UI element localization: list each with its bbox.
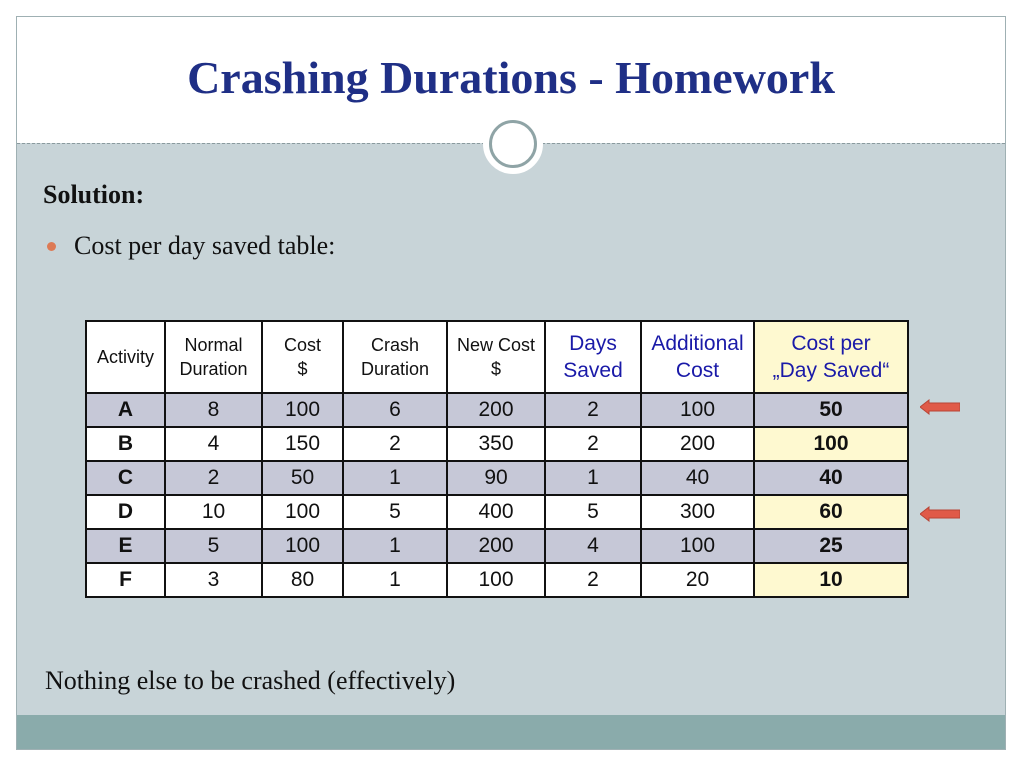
- cost-table: [85, 320, 909, 598]
- cell-activity: E: [86, 529, 165, 563]
- cell-normal-duration: 5: [165, 529, 262, 563]
- cell-crash-duration: 1: [343, 529, 447, 563]
- bullet-text: Cost per day saved table:: [74, 231, 336, 260]
- left-arrow-icon: [920, 506, 960, 522]
- cell-new-cost: 90: [447, 461, 545, 495]
- cell-activity: C: [86, 461, 165, 495]
- header-activity: Activity: [86, 321, 165, 393]
- header-additional-cost: Additional Cost: [641, 321, 754, 393]
- cell-new-cost: 200: [447, 393, 545, 427]
- cell-cost: 100: [262, 495, 343, 529]
- cell-cost-per-day-saved: 60: [754, 495, 908, 529]
- header-cost-per-day-saved: Cost per „Day Saved“: [754, 321, 908, 393]
- cell-activity: A: [86, 393, 165, 427]
- cell-additional-cost: 20: [641, 563, 754, 597]
- cell-normal-duration: 4: [165, 427, 262, 461]
- cell-cost: 50: [262, 461, 343, 495]
- table-row: [86, 495, 908, 529]
- cell-activity: D: [86, 495, 165, 529]
- table-row: [86, 563, 908, 597]
- cell-normal-duration: 8: [165, 393, 262, 427]
- header-crash-duration: Crash Duration: [343, 321, 447, 393]
- footer-note: Nothing else to be crashed (effectively): [45, 666, 456, 695]
- cell-new-cost: 400: [447, 495, 545, 529]
- cell-cost: 100: [262, 529, 343, 563]
- table-row: [86, 427, 908, 461]
- bullet-item: [47, 231, 335, 261]
- cell-new-cost: 350: [447, 427, 545, 461]
- left-arrow-icon: [920, 399, 960, 415]
- slide-title: Crashing Durations - Homework: [187, 52, 835, 103]
- ornament-ring: [489, 120, 537, 168]
- cell-cost-per-day-saved: 100: [754, 427, 908, 461]
- header-days-saved: Days Saved: [545, 321, 641, 393]
- cell-normal-duration: 3: [165, 563, 262, 597]
- cell-days-saved: 5: [545, 495, 641, 529]
- table-body: [86, 393, 908, 597]
- header-new-cost: New Cost $: [447, 321, 545, 393]
- header-cost: Cost $: [262, 321, 343, 393]
- title-ornament: [483, 114, 543, 174]
- cell-additional-cost: 100: [641, 529, 754, 563]
- cell-cost: 80: [262, 563, 343, 597]
- cell-activity: B: [86, 427, 165, 461]
- table-row: [86, 393, 908, 427]
- cell-days-saved: 1: [545, 461, 641, 495]
- cell-days-saved: 2: [545, 427, 641, 461]
- cell-cost: 100: [262, 393, 343, 427]
- cell-cost-per-day-saved: 50: [754, 393, 908, 427]
- slide: [16, 16, 1006, 750]
- table-header-row: [86, 321, 908, 393]
- cell-normal-duration: 10: [165, 495, 262, 529]
- cell-additional-cost: 200: [641, 427, 754, 461]
- cell-crash-duration: 6: [343, 393, 447, 427]
- bottom-bar: [17, 715, 1005, 749]
- cell-new-cost: 200: [447, 529, 545, 563]
- cell-additional-cost: 100: [641, 393, 754, 427]
- cell-additional-cost: 300: [641, 495, 754, 529]
- cell-cost: 150: [262, 427, 343, 461]
- cell-activity: F: [86, 563, 165, 597]
- cell-days-saved: 4: [545, 529, 641, 563]
- table-row: [86, 461, 908, 495]
- bullet-dot-icon: [47, 242, 56, 251]
- cell-new-cost: 100: [447, 563, 545, 597]
- cell-cost-per-day-saved: 25: [754, 529, 908, 563]
- cell-crash-duration: 2: [343, 427, 447, 461]
- cell-cost-per-day-saved: 40: [754, 461, 908, 495]
- cell-days-saved: 2: [545, 393, 641, 427]
- cell-days-saved: 2: [545, 563, 641, 597]
- cell-crash-duration: 5: [343, 495, 447, 529]
- table-row: [86, 529, 908, 563]
- cell-crash-duration: 1: [343, 461, 447, 495]
- cell-normal-duration: 2: [165, 461, 262, 495]
- header-normal-duration: Normal Duration: [165, 321, 262, 393]
- cell-additional-cost: 40: [641, 461, 754, 495]
- solution-heading: Solution:: [43, 180, 145, 209]
- cell-crash-duration: 1: [343, 563, 447, 597]
- cell-cost-per-day-saved: 10: [754, 563, 908, 597]
